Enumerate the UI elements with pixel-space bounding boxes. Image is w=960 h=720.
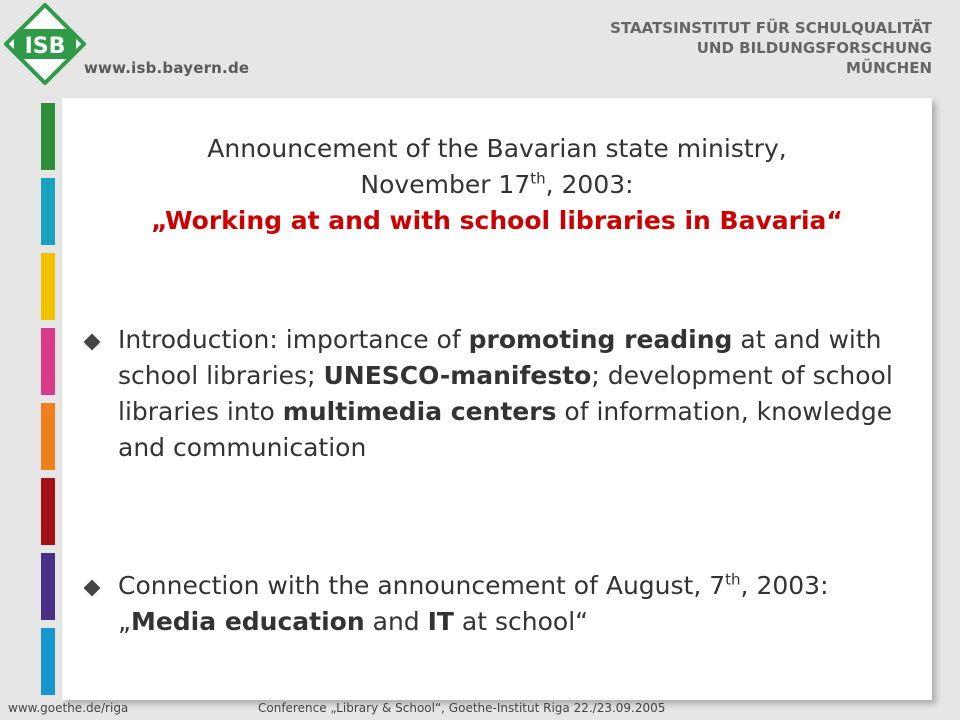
title-line-2 <box>62 167 932 203</box>
footer-conference: Conference „Library & School“, Goethe-Institut Riga 22./23.09.2005 <box>258 701 666 715</box>
bullet-emphasis: UNESCO-manifesto <box>323 361 592 390</box>
title-line-2-post: , 2003: <box>545 170 634 199</box>
slide-footer <box>0 696 960 720</box>
bullet-segment: Introduction: importance of <box>118 325 469 354</box>
color-stripe <box>41 253 55 320</box>
slide-title <box>62 131 932 239</box>
isb-logo-icon <box>4 3 86 85</box>
title-line-2-pre: November 17 <box>360 170 531 199</box>
bullet-segment: at and with school libraries; <box>118 325 882 390</box>
bullet-text-2 <box>118 568 918 640</box>
institute-line-1: STAATSINSTITUT FÜR SCHULQUALITÄT <box>610 19 932 37</box>
slide-header <box>0 0 960 100</box>
institute-name <box>610 18 932 78</box>
bullet-segment: and <box>364 607 428 636</box>
bullet-segment: at school“ <box>453 607 589 636</box>
logo-text: ISB <box>24 34 66 59</box>
bullet-text-1 <box>118 322 918 466</box>
title-line-2-sup: th <box>530 169 546 188</box>
color-stripe <box>41 103 55 170</box>
bullet-segment: of information, knowledge and communication <box>118 397 893 462</box>
title-line-1: Announcement of the Bavarian state ministry, <box>207 134 787 163</box>
footer-url: www.goethe.de/riga <box>8 701 129 715</box>
logo-url: www.isb.bayern.de <box>84 59 250 77</box>
color-stripe <box>41 178 55 245</box>
color-stripe <box>41 628 55 695</box>
bullet-segment: th <box>725 570 741 589</box>
institute-line-2: UND BILDUNGSFORSCHUNG <box>696 39 932 57</box>
bullet-emphasis: IT <box>427 607 454 636</box>
bullet-segment: Connection with the announcement of August, 7 <box>118 571 726 600</box>
isb-logo <box>4 3 86 89</box>
color-stripe <box>41 478 55 545</box>
color-stripe <box>41 403 55 470</box>
color-stripe <box>41 328 55 395</box>
bullet-segment: , 2003: „ <box>118 571 829 636</box>
color-stripe <box>41 553 55 620</box>
title-quote: „Working at and with school libraries in Bavaria“ <box>151 206 843 235</box>
bullet-emphasis: Media education <box>130 607 365 636</box>
institute-line-3: MÜNCHEN <box>845 59 932 77</box>
bullet-segment: ; development of school libraries into <box>118 361 893 426</box>
bullet-emphasis: multimedia centers <box>282 397 557 426</box>
bullet-emphasis: promoting reading <box>468 325 733 354</box>
